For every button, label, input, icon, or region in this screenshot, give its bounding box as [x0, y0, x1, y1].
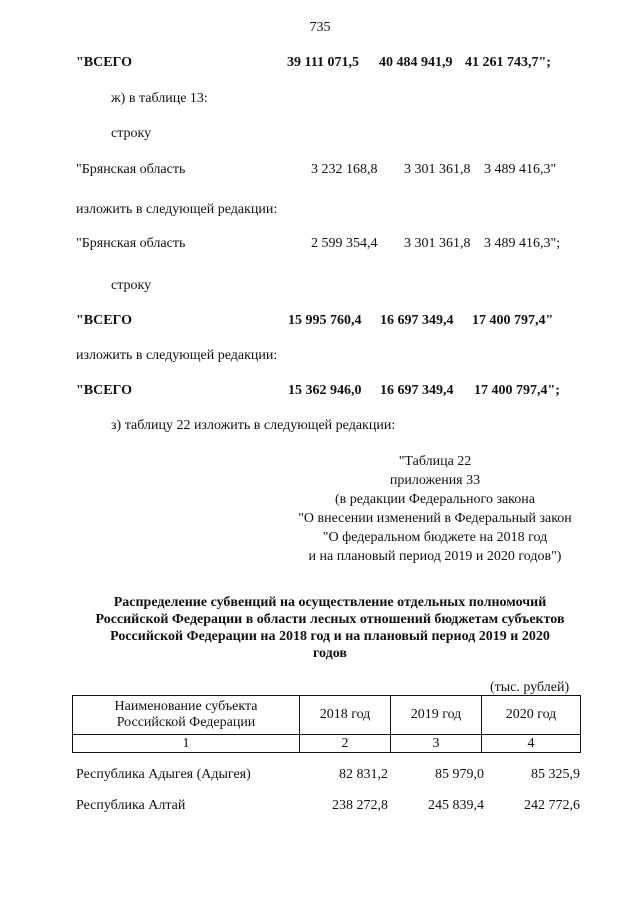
bryansk-old-2019: 3 301 361,8: [404, 162, 471, 177]
distribution-table: [72, 695, 581, 753]
total-new-2018: 15 362 946,0: [288, 383, 362, 398]
value-2020: 85 325,9: [531, 767, 580, 782]
units-label: (тыс. рублей): [490, 680, 570, 695]
column-number: 2: [300, 735, 391, 753]
total-label: "ВСЕГО: [76, 55, 133, 70]
bryansk-new-2018: 2 599 354,4: [311, 236, 378, 251]
title-line: Российской Федерации в области лесных отношений бюджетам субъектов: [95, 612, 565, 627]
value-2019: 85 979,0: [435, 767, 484, 782]
total-old-2019: 16 697 349,4: [380, 313, 454, 328]
caption-line: (в редакции Федерального закона: [335, 492, 535, 507]
title-line: Российской Федерации на 2018 год и на плановый период 2019 и 2020: [110, 629, 550, 644]
title-line: годов: [313, 646, 347, 661]
table-row: [72, 797, 581, 815]
table-caption: [255, 452, 615, 566]
item-zh: ж) в таблице 13:: [111, 91, 208, 106]
column-number: 1: [73, 735, 300, 753]
total-new-2019: 16 697 349,4: [380, 383, 454, 398]
bryansk-old-2020: 3 489 416,3": [484, 162, 557, 177]
bryansk-old-2018: 3 232 168,8: [311, 162, 378, 177]
caption-line: "О федеральном бюджете на 2018 год: [322, 530, 548, 545]
header-2018: 2018 год: [300, 696, 391, 735]
header-name-line: Наименование субъекта: [114, 699, 258, 714]
total-value-2018: 39 111 071,5: [287, 55, 359, 70]
total-new-2020: 17 400 797,4";: [474, 383, 560, 398]
bryansk-new-2020: 3 489 416,3";: [484, 236, 561, 251]
value-2020: 242 772,6: [524, 798, 580, 813]
header-name-line: Российской Федерации: [116, 715, 256, 730]
value-2018: 238 272,8: [332, 798, 388, 813]
izlozhit-label: изложить в следующей редакции:: [76, 348, 278, 363]
region-name: Республика Адыгея (Адыгея): [76, 767, 251, 782]
caption-line: "Таблица 22: [398, 454, 472, 469]
column-number: 3: [391, 735, 482, 753]
column-number: 4: [482, 735, 581, 753]
caption-line: приложения 33: [389, 473, 481, 488]
item-z: з) таблицу 22 изложить в следующей редакции:: [111, 418, 396, 433]
total-old-label: "ВСЕГО: [76, 313, 133, 328]
stroku-label: строку: [111, 278, 152, 293]
stroku-label: строку: [111, 126, 152, 141]
caption-line: и на плановый период 2019 и 2020 годов"): [308, 549, 562, 564]
izlozhit-label: изложить в следующей редакции:: [76, 202, 278, 217]
bryansk-new-2019: 3 301 361,8: [404, 236, 471, 251]
table-title: [60, 594, 600, 662]
header-name: [73, 696, 300, 735]
page-number: 735: [309, 20, 331, 35]
table-row: [72, 766, 581, 784]
total-old-2018: 15 995 760,4: [288, 313, 362, 328]
caption-line: "О внесении изменений в Федеральный закон: [298, 511, 572, 526]
header-2019: 2019 год: [391, 696, 482, 735]
value-2018: 82 831,2: [339, 767, 388, 782]
bryansk-new-label: "Брянская область: [76, 236, 186, 251]
bryansk-old-label: "Брянская область: [76, 162, 186, 177]
total-value-2019: 40 484 941,9: [379, 55, 453, 70]
region-name: Республика Алтай: [76, 798, 186, 813]
total-value-2020: 41 261 743,7";: [465, 55, 551, 70]
total-new-label: "ВСЕГО: [76, 383, 133, 398]
header-2020: 2020 год: [482, 696, 581, 735]
value-2019: 245 839,4: [428, 798, 484, 813]
title-line: Распределение субвенций на осуществление отдельных полномочий: [113, 595, 547, 610]
total-old-2020: 17 400 797,4": [472, 313, 554, 328]
